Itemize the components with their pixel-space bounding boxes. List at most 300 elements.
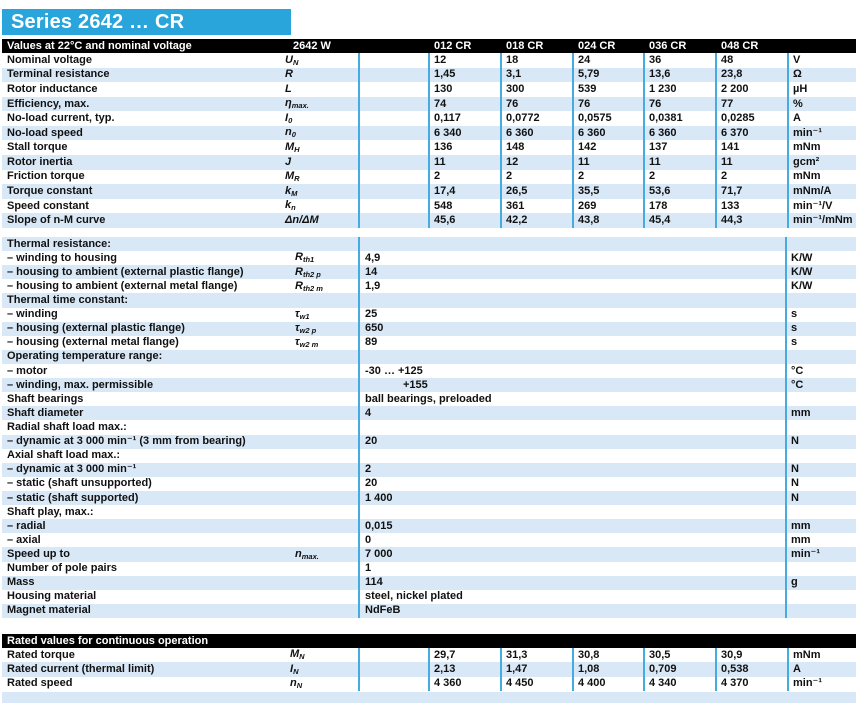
rated-section-title: Rated values for continuous operation — [7, 635, 209, 647]
value-cell: 2 — [358, 463, 785, 477]
value-cell: 23,8 — [715, 68, 787, 83]
value-cell: 6 360 — [643, 126, 715, 141]
table-row — [2, 590, 856, 604]
row-label: Stall torque — [7, 142, 68, 154]
value-cell: 1,9 — [358, 279, 785, 293]
value-cell: 0,0285 — [715, 111, 787, 126]
row-label: Number of pole pairs — [7, 563, 118, 575]
row-label: Shaft bearings — [7, 393, 84, 405]
value-cell: 1,47 — [500, 662, 572, 676]
row-label: – winding — [7, 309, 58, 321]
table-row — [2, 336, 856, 350]
value-cell: 11 — [572, 155, 643, 170]
spacer-cell — [358, 82, 428, 97]
value-cell: 148 — [500, 140, 572, 155]
value-cell — [358, 505, 785, 519]
row-label: – housing to ambient (external metal flange) — [7, 280, 238, 292]
symbol-base: I — [290, 662, 294, 675]
row-label: Speed up to — [7, 548, 70, 560]
row-label: – static (shaft unsupported) — [7, 478, 152, 490]
row-label: Mass — [7, 577, 35, 589]
symbol-subscript: th2 p — [302, 269, 321, 279]
unit-cell: mm — [785, 406, 854, 420]
unit-cell: K/W — [785, 265, 854, 279]
unit-cell: g — [785, 576, 854, 590]
value-cell: 71,7 — [715, 184, 787, 199]
value-cell: 12 — [500, 155, 572, 170]
symbol-base: Δn/ΔM — [285, 214, 319, 227]
table-row — [2, 199, 856, 214]
spacer-cell — [358, 648, 428, 662]
value-cell — [358, 293, 785, 307]
spacer-cell — [358, 213, 428, 228]
table-row — [2, 677, 856, 691]
value-cell: 43,8 — [572, 213, 643, 228]
table-row — [2, 449, 856, 463]
table-row — [2, 237, 856, 251]
value-cell: 6 370 — [715, 126, 787, 141]
symbol-base: η — [285, 97, 292, 110]
row-symbol — [283, 142, 358, 154]
value-cell — [358, 449, 785, 463]
value-cell: 2,13 — [428, 662, 500, 676]
value-cell: 7 000 — [358, 547, 785, 561]
table-row — [2, 350, 856, 364]
value-cell: 6 360 — [500, 126, 572, 141]
table-row — [2, 53, 856, 68]
symbol-base: M — [285, 141, 295, 153]
row-symbol — [283, 98, 358, 110]
value-cell: 4,9 — [358, 251, 785, 265]
value-cell: 1,08 — [572, 662, 643, 676]
table-row — [2, 308, 856, 322]
column-header-036cr: 036 CR — [649, 40, 687, 52]
value-cell: 136 — [428, 140, 500, 155]
unit-cell: % — [787, 97, 856, 112]
unit-cell — [785, 604, 854, 618]
value-cell: 31,3 — [500, 648, 572, 662]
spacer-cell — [358, 53, 428, 68]
value-cell: 4 — [358, 406, 785, 420]
value-cell: 20 — [358, 435, 785, 449]
value-cell — [358, 420, 785, 434]
symbol-subscript: M — [291, 188, 298, 198]
row-label: Operating temperature range: — [7, 351, 163, 363]
table-row — [2, 213, 856, 228]
value-cell: 137 — [643, 140, 715, 155]
row-symbol — [283, 84, 358, 95]
unit-cell — [785, 562, 854, 576]
value-cell: 30,5 — [643, 648, 715, 662]
value-cell: 18 — [500, 53, 572, 68]
row-label: Rotor inertia — [7, 156, 73, 168]
row-label: – housing (external metal flange) — [7, 337, 179, 349]
value-cell: 53,6 — [643, 184, 715, 199]
value-cell: 361 — [500, 199, 572, 214]
symbol-base: R — [295, 279, 303, 292]
header-conditions-label: Values at 22°C and nominal voltage — [7, 40, 192, 52]
rated-table — [2, 648, 856, 691]
properties-table — [2, 237, 856, 618]
value-cell: 11 — [428, 155, 500, 170]
unit-cell — [785, 449, 854, 463]
value-cell: 89 — [358, 336, 785, 350]
symbol-base: τ — [295, 307, 300, 320]
value-cell: 26,5 — [500, 184, 572, 199]
value-cell: 6 360 — [572, 126, 643, 141]
series-title-bar — [2, 9, 291, 35]
series-title: Series 2642 … CR — [11, 10, 185, 33]
symbol-subscript: 0 — [288, 115, 293, 125]
row-label: Rotor inductance — [7, 83, 98, 95]
value-cell: 45,4 — [643, 213, 715, 228]
row-label: – axial — [7, 534, 41, 546]
table-row — [2, 82, 856, 97]
value-cell: 4 360 — [428, 677, 500, 691]
spacer-cell — [358, 126, 428, 141]
spacer-cell — [358, 184, 428, 199]
symbol-subscript: N — [293, 666, 299, 676]
table-header-bar — [2, 39, 856, 53]
symbol-base: τ — [295, 336, 300, 349]
row-symbol — [283, 309, 358, 321]
row-label: Axial shaft load max.: — [7, 450, 121, 462]
row-label: Thermal time constant: — [7, 294, 129, 306]
value-cell: 2 — [500, 170, 572, 185]
value-cell: 44,3 — [715, 213, 787, 228]
symbol-base: I — [285, 111, 289, 124]
row-label: Friction torque — [7, 171, 85, 183]
unit-cell: K/W — [785, 251, 854, 265]
row-label: Shaft play, max.: — [7, 506, 94, 518]
value-cell: 5,79 — [572, 68, 643, 83]
symbol-base: R — [295, 265, 303, 278]
spacer-cell — [358, 68, 428, 83]
row-label: – winding, max. permissible — [7, 379, 154, 391]
symbol-base: U — [285, 53, 293, 66]
column-header-018cr: 018 CR — [506, 40, 544, 52]
row-label: Efficiency, max. — [7, 98, 90, 110]
unit-cell: mNm — [787, 170, 856, 185]
symbol-subscript: n — [291, 203, 296, 213]
row-symbol — [283, 549, 358, 561]
value-cell: 178 — [643, 199, 715, 214]
value-cell: 300 — [500, 82, 572, 97]
table-row — [2, 140, 856, 155]
row-symbol — [283, 252, 358, 264]
row-symbol — [283, 649, 358, 661]
value-cell: 114 — [358, 576, 785, 590]
unit-cell — [785, 505, 854, 519]
row-label: Rated speed — [7, 678, 73, 690]
unit-cell: Ω — [787, 68, 856, 83]
spec-table — [2, 53, 856, 228]
symbol-base: J — [285, 155, 292, 168]
unit-cell — [785, 392, 854, 406]
value-cell: -30 … +125 — [358, 364, 785, 378]
value-cell: 6 340 — [428, 126, 500, 141]
table-row — [2, 155, 856, 170]
table-row — [2, 547, 856, 561]
value-cell: 2 — [643, 170, 715, 185]
table-row — [2, 562, 856, 576]
symbol-subscript: w2 m — [299, 340, 319, 350]
row-symbol — [283, 157, 358, 168]
row-label: Rated torque — [7, 649, 75, 661]
value-cell: 2 200 — [715, 82, 787, 97]
symbol-base: n — [295, 547, 302, 560]
value-cell: 548 — [428, 199, 500, 214]
value-cell: 4 400 — [572, 677, 643, 691]
symbol-base: M — [285, 170, 295, 183]
value-cell: 77 — [715, 97, 787, 112]
table-row — [2, 491, 856, 505]
value-cell: 133 — [715, 199, 787, 214]
table-row — [2, 420, 856, 434]
symbol-subscript: 0 — [291, 130, 296, 140]
value-cell: 20 — [358, 477, 785, 491]
row-label: Thermal resistance: — [7, 238, 111, 250]
unit-cell: min⁻¹/mNm — [787, 213, 856, 228]
row-label: No-load speed — [7, 127, 83, 139]
value-cell: 539 — [572, 82, 643, 97]
rated-section-bar — [2, 634, 856, 648]
symbol-subscript: w2 p — [299, 325, 317, 335]
row-label: Housing material — [7, 591, 97, 603]
unit-cell: °C — [785, 378, 854, 392]
value-cell: 76 — [572, 97, 643, 112]
row-symbol — [283, 171, 358, 183]
table-row — [2, 364, 856, 378]
column-header-012cr: 012 CR — [434, 40, 472, 52]
row-label: Shaft diameter — [7, 407, 84, 419]
unit-cell — [785, 237, 854, 251]
value-cell: 29,7 — [428, 648, 500, 662]
row-label: – static (shaft supported) — [7, 492, 139, 504]
unit-cell: N — [785, 491, 854, 505]
value-cell: 36 — [643, 53, 715, 68]
value-cell: 141 — [715, 140, 787, 155]
row-label: Slope of n-M curve — [7, 215, 106, 227]
value-cell: ball bearings, preloaded — [358, 392, 785, 406]
value-cell: 0,0772 — [500, 111, 572, 126]
row-label: Radial shaft load max.: — [7, 421, 127, 433]
row-symbol — [283, 678, 358, 690]
table-row — [2, 111, 856, 126]
unit-cell: min⁻¹ — [787, 126, 856, 141]
spacer-cell — [358, 111, 428, 126]
row-label: – radial — [7, 520, 46, 532]
row-symbol — [283, 127, 358, 139]
row-symbol — [283, 55, 358, 67]
table-row — [2, 477, 856, 491]
value-cell: 130 — [428, 82, 500, 97]
symbol-base: L — [285, 82, 292, 95]
row-label: Torque constant — [7, 185, 93, 197]
value-cell: 0 — [358, 533, 785, 547]
symbol-base: R — [285, 68, 293, 81]
value-cell: 269 — [572, 199, 643, 214]
value-cell: 74 — [428, 97, 500, 112]
footer-strip — [2, 692, 856, 703]
value-cell: 650 — [358, 322, 785, 336]
spacer-cell — [358, 170, 428, 185]
symbol-base: k — [285, 199, 292, 212]
column-header-024cr: 024 CR — [578, 40, 616, 52]
unit-cell: V — [787, 53, 856, 68]
value-cell: 4 370 — [715, 677, 787, 691]
symbol-subscript: N — [296, 681, 303, 691]
symbol-subscript: N — [299, 652, 305, 662]
symbol-base: M — [290, 648, 300, 661]
table-row — [2, 435, 856, 449]
value-cell: 0,117 — [428, 111, 500, 126]
row-symbol — [283, 69, 358, 80]
value-cell: 14 — [358, 265, 785, 279]
spacer-cell — [358, 199, 428, 214]
value-cell: 1 400 — [358, 491, 785, 505]
value-cell: 2 — [715, 170, 787, 185]
row-label: – housing to ambient (external plastic flange) — [7, 266, 244, 278]
value-cell: 1,45 — [428, 68, 500, 83]
unit-cell — [785, 420, 854, 434]
value-cell: 0,015 — [358, 519, 785, 533]
row-symbol — [283, 186, 358, 198]
row-label: Nominal voltage — [7, 54, 92, 66]
row-label: – winding to housing — [7, 252, 117, 264]
unit-cell: gcm² — [787, 155, 856, 170]
table-row — [2, 251, 856, 265]
unit-cell: A — [787, 111, 856, 126]
unit-cell — [785, 350, 854, 364]
value-cell: 0,709 — [643, 662, 715, 676]
row-label: – motor — [7, 365, 48, 377]
unit-cell: K/W — [785, 279, 854, 293]
table-row — [2, 279, 856, 293]
value-cell: 13,6 — [643, 68, 715, 83]
value-cell: 76 — [643, 97, 715, 112]
row-label: Magnet material — [7, 605, 91, 617]
value-cell: 4 340 — [643, 677, 715, 691]
row-label: – dynamic at 3 000 min⁻¹ — [7, 464, 137, 476]
symbol-subscript: w1 — [299, 311, 310, 321]
value-cell: 35,5 — [572, 184, 643, 199]
unit-cell: s — [785, 322, 854, 336]
row-label: – dynamic at 3 000 min⁻¹ (3 mm from bearing) — [7, 436, 246, 448]
row-symbol — [283, 281, 358, 293]
symbol-subscript: N — [292, 57, 299, 67]
table-row — [2, 648, 856, 662]
value-cell — [358, 237, 785, 251]
symbol-subscript: max. — [301, 551, 319, 561]
value-cell: 76 — [500, 97, 572, 112]
table-row — [2, 170, 856, 185]
value-cell: 2 — [572, 170, 643, 185]
unit-cell: min⁻¹ — [785, 547, 854, 561]
unit-cell: s — [785, 336, 854, 350]
row-symbol — [283, 267, 358, 279]
spacer-cell — [358, 677, 428, 691]
row-label: – housing (external plastic flange) — [7, 323, 185, 335]
value-cell: steel, nickel plated — [358, 590, 785, 604]
value-cell: 12 — [428, 53, 500, 68]
table-row — [2, 68, 856, 83]
value-cell: 45,6 — [428, 213, 500, 228]
table-row — [2, 184, 856, 199]
table-row — [2, 533, 856, 547]
unit-cell: mm — [785, 533, 854, 547]
value-cell: 30,9 — [715, 648, 787, 662]
unit-cell — [785, 590, 854, 604]
value-cell: 0,0381 — [643, 111, 715, 126]
table-row — [2, 265, 856, 279]
unit-cell: mNm — [787, 140, 856, 155]
table-row — [2, 378, 856, 392]
unit-cell: mNm — [787, 648, 856, 662]
symbol-subscript: max. — [291, 101, 309, 111]
spacer-cell — [358, 140, 428, 155]
header-series-label: 2642 W — [293, 40, 331, 52]
spacer-cell — [358, 97, 428, 112]
row-label: No-load current, typ. — [7, 113, 115, 125]
symbol-base: k — [285, 184, 292, 197]
table-row — [2, 662, 856, 676]
table-row — [2, 576, 856, 590]
row-symbol — [283, 664, 358, 676]
symbol-base: τ — [295, 321, 300, 334]
unit-cell: min⁻¹ — [787, 677, 856, 691]
symbol-base: R — [295, 251, 303, 264]
row-label: Terminal resistance — [7, 69, 110, 81]
table-row — [2, 505, 856, 519]
unit-cell: mNm/A — [787, 184, 856, 199]
value-cell: 142 — [572, 140, 643, 155]
row-symbol — [283, 215, 358, 226]
value-cell: NdFeB — [358, 604, 785, 618]
table-row — [2, 392, 856, 406]
table-row — [2, 463, 856, 477]
table-row — [2, 604, 856, 618]
value-cell: 17,4 — [428, 184, 500, 199]
unit-cell — [785, 293, 854, 307]
value-cell: 25 — [358, 308, 785, 322]
symbol-subscript: R — [294, 174, 300, 184]
symbol-subscript: H — [294, 145, 300, 154]
table-row — [2, 322, 856, 336]
value-cell: 1 230 — [643, 82, 715, 97]
value-cell: 30,8 — [572, 648, 643, 662]
value-cell: 4 450 — [500, 677, 572, 691]
value-cell: 11 — [643, 155, 715, 170]
symbol-subscript: th1 — [302, 255, 315, 265]
unit-cell: µH — [787, 82, 856, 97]
value-cell: +155 — [358, 378, 785, 392]
value-cell — [358, 350, 785, 364]
symbol-subscript: th2 m — [302, 283, 323, 293]
unit-cell: N — [785, 477, 854, 491]
row-symbol — [283, 337, 358, 349]
symbol-base: n — [290, 677, 297, 690]
spacer-cell — [358, 155, 428, 170]
row-symbol — [283, 323, 358, 335]
table-row — [2, 406, 856, 420]
symbol-base: n — [285, 126, 292, 139]
unit-cell: N — [785, 435, 854, 449]
unit-cell: mm — [785, 519, 854, 533]
value-cell: 2 — [428, 170, 500, 185]
unit-cell: A — [787, 662, 856, 676]
value-cell: 3,1 — [500, 68, 572, 83]
